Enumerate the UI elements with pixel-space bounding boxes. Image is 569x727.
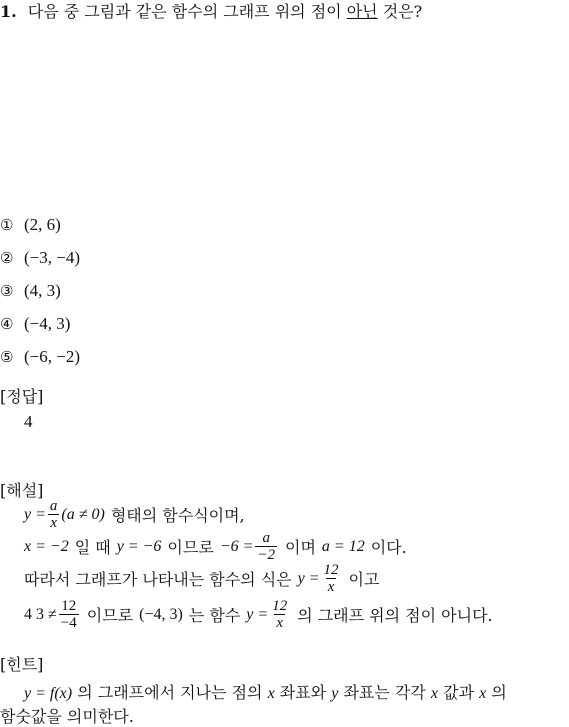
math-expr: x = −2 — [24, 537, 69, 555]
math-expr: y = −6 — [116, 537, 162, 555]
math-var: y — [331, 685, 339, 702]
answer-heading: [정답] — [0, 387, 44, 406]
solution-text: 는 함수 — [188, 606, 241, 625]
choice-2-value: (−3, −4) — [24, 247, 80, 267]
math-expr: a = 12 — [321, 537, 365, 555]
choice-5-mark: ⑤ — [0, 347, 14, 366]
fraction — [48, 498, 60, 531]
fraction-denominator: x — [50, 515, 57, 531]
condition: (a ≠ 0) — [61, 505, 105, 523]
fraction-denominator: x — [276, 615, 284, 631]
solution-text: 형태의 함수식이며, — [110, 506, 245, 525]
question-number: 1. — [0, 2, 17, 21]
choice-1[interactable] — [0, 208, 80, 241]
question-underlined-word: 아닌 — [346, 2, 378, 21]
solution-line-3 — [24, 562, 379, 595]
fraction — [59, 598, 79, 631]
eq-y: y = — [297, 569, 320, 587]
eq-y: y = — [24, 505, 46, 523]
math-expr: 4 3 ≠ — [24, 605, 57, 623]
hint-heading: [힌트] — [0, 655, 44, 674]
choice-3[interactable] — [0, 274, 80, 307]
fraction-numerator: a — [49, 498, 58, 514]
hint-text: 좌표와 — [279, 683, 327, 702]
math-var: x — [479, 685, 487, 702]
solution-text: 이므로 — [86, 606, 134, 625]
solution-text: 이다. — [370, 538, 407, 557]
solution-line-4 — [24, 598, 493, 631]
fraction — [270, 598, 289, 631]
solution-heading: [해설] — [0, 481, 44, 500]
fraction-numerator: 12 — [272, 598, 288, 614]
solution-text: 이며 — [285, 538, 316, 557]
fraction-numerator: 12 — [61, 598, 77, 614]
choice-1-mark: ① — [0, 215, 14, 234]
eq-y: y = — [246, 605, 269, 623]
hint-text: 값과 — [443, 683, 475, 702]
math-var: x — [267, 685, 275, 702]
point: (−4, 3) — [139, 605, 183, 623]
solution-text: 이고 — [348, 570, 380, 589]
fraction-denominator: −4 — [60, 615, 77, 631]
math-var: x — [430, 685, 439, 702]
choice-2-mark: ② — [0, 248, 14, 267]
solution-line-1 — [24, 498, 245, 531]
solution-text: 의 그래프 위의 점이 아니다. — [297, 606, 493, 625]
choice-list — [0, 208, 80, 373]
fraction-numerator: a — [262, 530, 270, 546]
hint-line-2: 함숫값을 의미한다. — [0, 707, 134, 726]
choice-3-value: (4, 3) — [24, 280, 61, 300]
choice-1-value: (2, 6) — [24, 214, 61, 234]
solution-line-2 — [24, 530, 407, 563]
choice-4-value: (−4, 3) — [24, 313, 71, 333]
hint-text: 의 — [491, 683, 507, 702]
solution-text: 따라서 그래프가 나타내는 함수의 식은 — [24, 570, 292, 589]
hint-text: 의 그래프에서 지나는 점의 — [77, 683, 263, 702]
choice-3-mark: ③ — [0, 281, 14, 300]
choice-4-mark: ④ — [0, 314, 14, 333]
solution-text: 일 때 — [74, 538, 111, 557]
fraction — [255, 530, 277, 563]
choice-4[interactable] — [0, 307, 80, 340]
question-text-end: 것은? — [382, 2, 423, 21]
graph-area — [20, 30, 540, 200]
choice-2[interactable] — [0, 241, 80, 274]
math-expr: −6 = — [219, 537, 254, 555]
hint-text: 좌표는 각각 — [343, 683, 426, 702]
math-expr: y = f(x) — [24, 685, 73, 702]
answer-value: 4 — [24, 412, 33, 431]
question-title — [0, 2, 422, 22]
fraction-numerator: 12 — [323, 562, 339, 578]
fraction-denominator: x — [327, 579, 335, 595]
solution-text: 이므로 — [167, 538, 214, 557]
choice-5[interactable] — [0, 340, 80, 373]
question-text: 다음 중 그림과 같은 함수의 그래프 위의 점이 — [27, 2, 342, 21]
hint-line-1 — [24, 680, 507, 703]
choice-5-value: (−6, −2) — [24, 346, 80, 366]
fraction — [322, 562, 341, 595]
fraction-denominator: −2 — [257, 547, 275, 563]
